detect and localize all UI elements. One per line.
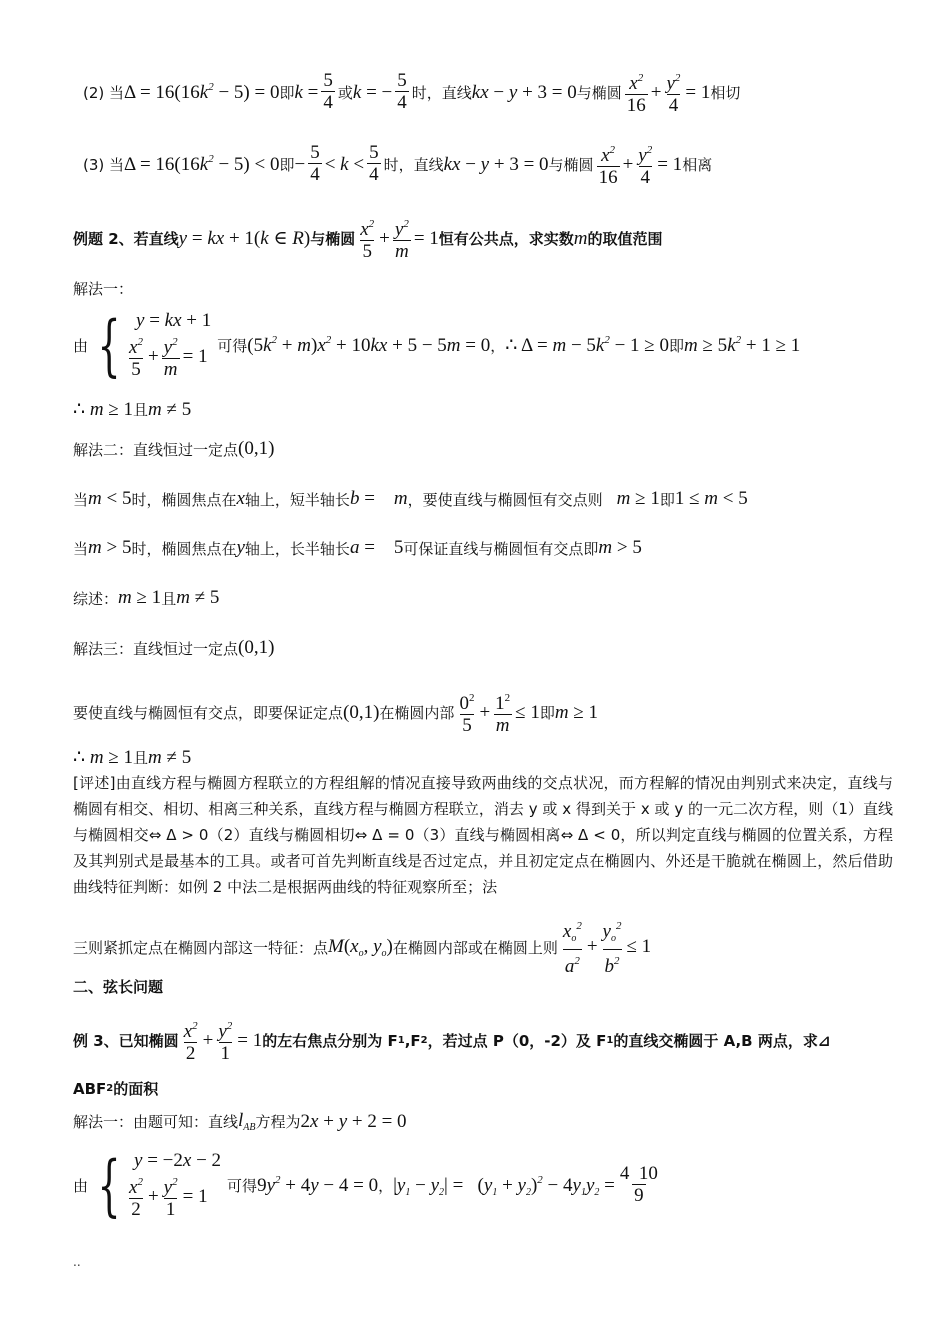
page-footer: .. — [73, 1255, 81, 1269]
solution-1-result: ∴ m ≥ 1 且 m ≠ 5 — [73, 398, 192, 420]
solution-2-case-lt5: 当 m < 5 时，椭圆焦点在 x 轴上，短半轴长 b = m ，要使直线与椭圆恒有交点则 m ≥ 1 即 1 ≤ m < 5 — [73, 488, 748, 509]
solution-1-label: 解法一： — [73, 280, 134, 298]
solution-3-result: ∴ m ≥ 1 且 m ≠ 5 — [73, 746, 192, 768]
solution-2-case-gt5: 当 m > 5 时，椭圆焦点在 y 轴上，长半轴长 a = 5 可保证直线与椭圆恒有交点即 m > 5 — [73, 537, 642, 558]
solution-2-summary: 综述： m ≥ 1 且 m ≠ 5 — [73, 587, 220, 608]
solution-2-label: 解法二：直线恒过一定点 (0,1) — [73, 438, 275, 459]
example-3-system: 由 { y = −2x − 2 $\frac{x^2}{2}$ + $\frac{y^2}{1}$ = 1 可得 $9y^2 + 4y - 4 = 0$ ， $|y_1 - y_2| = (y_1 + y_2)^2 - 4y_1y_2$ = $\frac{4 10}{9}$ — [73, 1146, 658, 1224]
solution-3-condition: 要使直线与椭圆恒有交点，即要保证定点 (0,1) 在椭圆内部 $\frac{0^2}{5}$ + $\frac{1^2}{m}$ ≤ 1 即 m ≥ 1 — [73, 692, 599, 736]
solution-1-system: 由 { y = kx + 1 $\frac{x^2}{5}$ + $\frac{y^2}{m}$ = 1 可得 $(5k^2 + m)x^2 + 10kx + 5 - 5m = 0$ ， ∴ $\Delta = m - 5k^2 - 1 \ge 0$ 即 $m \ge 5k^2 + 1 \ge 1$ — [73, 306, 801, 384]
commentary-last-line: 三则紧抓定点在椭圆内部这一特征：点 $M(x_o$, $y_o$) 在椭圆内部或在椭圆上则 $\frac{x_o^2}{a^2}$ + $\frac{y_o^2}{b^2}$ ≤ 1 — [73, 920, 652, 977]
example-3-solution-1: 解法一：由题可知：直线 $l_{AB}$ 方程为 2x + y + 2 = 0 — [73, 1110, 407, 1133]
example-3-title: 例 3、已知椭圆 $\frac{x^2}{2}$ + $\frac{y^2}{1}$ = 1 的左右焦点分别为 F 1 ,F 2 ，若过点 P（0，-2）及 F 1 的直线交椭圆于 A,B 两点，求⊿ — [73, 1020, 831, 1064]
example-3-title-cont: ABF 2 的面积 — [73, 1079, 159, 1098]
case-3-line: (3) 当 $\Delta = 16(16k^2 - 5) < 0$ 即 − $\frac{5}{4}$ < k < $\frac{5}{4}$ 时，直线 kx − y + 3 = 0 与椭圆 $\frac{x^2}{16}$ + $\frac{y^2}{4}$ = 1 相离 — [83, 142, 713, 188]
commentary-paragraph: [评述]由直线方程与椭圆方程联立的方程组解的情况直接导致两曲线的交点状况，而方程解的情况由判别式来决定，直线与椭圆有相交、相切、相离三种关系，直线方程与椭圆方程联立，消去 y 或 x 得到关于 x 或 y 的一元二次方程，则（1）直线与椭圆相交⇔ Δ > 0（2）直线与椭圆相切⇔ Δ = 0（3）直线与椭圆相离⇔ Δ < 0，所以判定直线与椭圆的位置关系，方程及其判别式是最基本的工具。或者可首先判断直线是否过定点，并且初定定点在椭圆内、外还是干脆就在椭圆上，然后借助曲线特征判断：如例 2 中法二是根据两曲线的特征观察所至；法 — [73, 774, 893, 896]
case-2-line: (2) 当 $\Delta = 16(16k^2 - 5) = 0$ 即 k = $\frac{5}{4}$ 或 k = − $\frac{5}{4}$ 时，直线 kx − y + 3 = 0 与椭圆 $\frac{x^2}{16}$ + $\frac{y^2}{4}$ = 1 相切 — [83, 70, 741, 116]
section-2-heading: 二、弦长问题 — [73, 978, 164, 996]
solution-3-label: 解法三：直线恒过一定点 (0,1) — [73, 637, 275, 658]
example-2-title: 例题 2、若直线 y = kx + 1(k ∈ R) 与椭圆 $\frac{x^2}{5}$ + $\frac{y^2}{m}$ = 1 恒有公共点，求实数 m 的取值范围 — [73, 218, 663, 262]
